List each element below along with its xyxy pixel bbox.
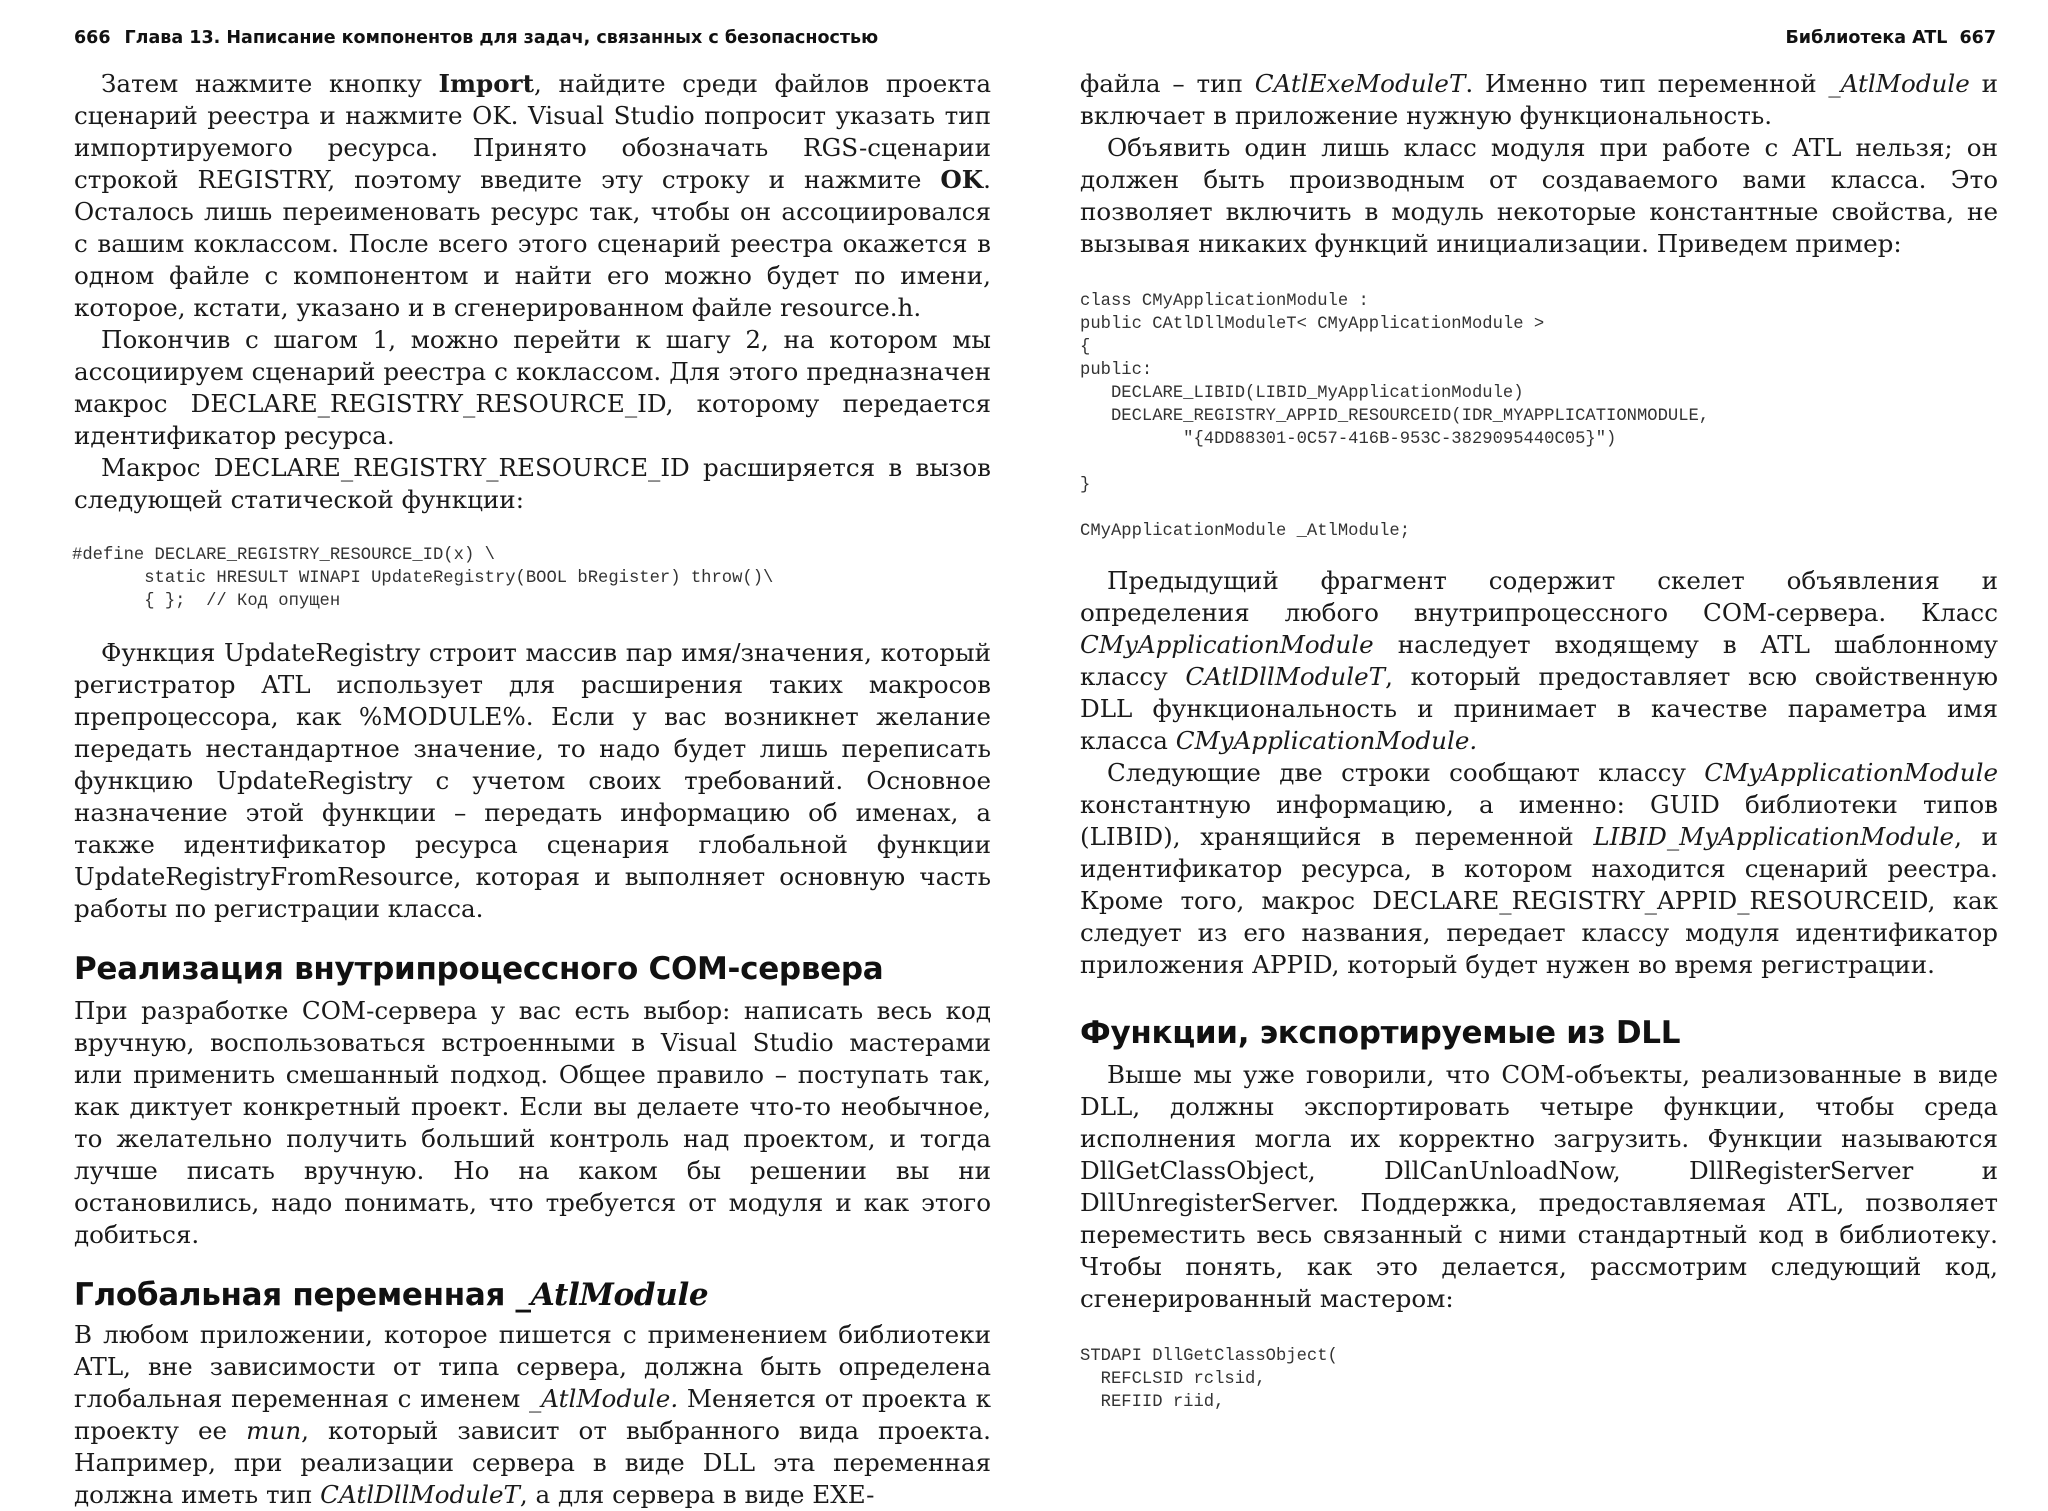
italic-term: тип bbox=[246, 1416, 302, 1445]
right-page-column bbox=[1080, 68, 1998, 1414]
text-run: , и идентификатор ресурса, в котором находится сценарий реестра. Кроме того, макрос DECLARE_REGISTRY_APPID_RESOURCEID, как следует из его названия, передает классу модуля идентификатор приложения APPID, который будет нужен во время регистрации. bbox=[1080, 822, 1998, 979]
paragraph bbox=[1080, 757, 1998, 981]
section-heading bbox=[74, 1277, 991, 1313]
paragraph: Выше мы уже говорили, что COM-объекты, реализованные в виде DLL, должны экспортировать четыре функции, чтобы среда исполнения могла их корректно загрузить. Функции называются DllGetClassObject, DllCanUnloadNow, DllRegisterServer и DllUnregisterServer. Поддержка, предоставляемая ATL, позволяет переместить весь связанный с ними стандартный код в библиотеку. Чтобы понять, как это делается, рассмотрим следующий код, сгенерированный мастером: bbox=[1080, 1060, 1998, 1313]
text-run: В любом приложении, которое пишется с применением библиотеки ATL, вне зависимости от типа сервера, должна быть определена глобальная переменная с именем bbox=[74, 1320, 991, 1413]
paragraph bbox=[74, 68, 991, 324]
italic-term: _AtlModule. bbox=[528, 1384, 679, 1413]
right-page-number: 667 bbox=[1959, 28, 1996, 48]
paragraph bbox=[1080, 68, 1998, 132]
left-running-title: Глава 13. Написание компонентов для задач, связанных с безопасностью bbox=[124, 28, 879, 48]
bold-term: Import bbox=[438, 69, 534, 98]
text-run: наследует входящему в ATL шаблонному классу bbox=[1080, 630, 1998, 691]
right-running-title: Библиотека ATL bbox=[1785, 28, 1948, 48]
section-heading: Реализация внутрипроцессного COM-сервера bbox=[74, 951, 884, 987]
italic-term: CMyApplicationModule bbox=[1704, 758, 1998, 787]
italic-term: CMyApplicationModule bbox=[1080, 630, 1374, 659]
italic-term: CAtlDllModuleT bbox=[320, 1480, 520, 1509]
paragraph: Объявить один лишь класс модуля при работе с ATL нельзя; он должен быть производным от создаваемого вами класса. Это позволяет включить в модуль некоторые константные свойства, не вызывая никаких функций инициализации. Приведем пример: bbox=[1080, 133, 1998, 258]
code-listing: class CMyApplicationModule : public CAtlDllModuleT< CMyApplicationModule > { public: DECLARE_LIBID(LIBID_MyApplicationModule) DECLARE_REGISTRY_APPID_RESOURCEID(IDR_MYAPPLICATIONMODULE, "{4DD88301-0C57-416B-953C-3829095440C05}") } CMyApplicationModule _AtlModule; bbox=[1080, 292, 1710, 541]
paragraph bbox=[74, 1319, 991, 1511]
paragraph: Покончив с шагом 1, можно перейти к шагу 2, на котором мы ассоциируем сценарий реестра с коклассом. Для этого предназначен макрос DECLARE_REGISTRY_RESOURCE_ID, которому передается идентификатор ресурса. bbox=[74, 325, 991, 450]
code-listing: STDAPI DllGetClassObject( REFCLSID rclsid, REFIID riid, bbox=[1080, 1347, 1338, 1412]
text-run: , найдите среди файлов проекта сценарий реестра и нажмите OK. Visual Studio попросит указать тип импортируемого ресурса. Принято обозначать RGS-сценарии строкой REGISTRY, поэтому введите эту строку и нажмите bbox=[74, 69, 991, 194]
italic-term: LIBID_MyApplicationModule bbox=[1593, 822, 1955, 851]
left-page-number: 666 bbox=[74, 28, 111, 48]
text-run: . Именно тип переменной bbox=[1465, 69, 1829, 98]
paragraph: При разработке COM-сервера у вас есть выбор: написать весь код вручную, воспользоваться встроенными в Visual Studio мастерами или применить смешанный подход. Общее правило – поступать так, как диктует конкретный проект. Если вы делаете что-то необычное, то желательно получить больший контроль над проектом, и тогда лучше писать вручную. Но на каком бы решении вы ни остановились, надо понимать, что требуется от модуля и как этого добиться. bbox=[74, 996, 991, 1249]
left-running-head bbox=[74, 28, 878, 48]
right-running-head bbox=[1785, 28, 1996, 48]
text-run: , а для сервера в виде EXE- bbox=[519, 1480, 875, 1509]
bold-term: OK bbox=[940, 165, 984, 194]
italic-term: CMyApplicationModule. bbox=[1175, 726, 1478, 755]
paragraph bbox=[1080, 565, 1998, 757]
italic-term: CAtlDllModuleT bbox=[1185, 662, 1386, 691]
heading-italic-text: _AtlModule bbox=[515, 1277, 709, 1313]
paragraph: Макрос DECLARE_REGISTRY_RESOURCE_ID расширяется в вызов следующей статической функции: bbox=[74, 453, 991, 514]
text-run: и включает в приложение нужную функциональность. bbox=[1080, 69, 1998, 130]
text-run: файла – тип bbox=[1080, 69, 1255, 98]
text-run: константную информацию, а именно: GUID библиотеки типов (LIBID), хранящийся в переменной bbox=[1080, 790, 1998, 851]
heading-text: Глобальная переменная bbox=[74, 1277, 516, 1313]
section-heading: Функции, экспортируемые из DLL bbox=[1080, 1015, 1681, 1051]
left-page-column bbox=[74, 68, 991, 1511]
text-run: , который зависит от выбранного вида проекта. Например, при реализации сервера в виде DLL эта переменная должна иметь тип bbox=[74, 1416, 991, 1509]
code-listing: #define DECLARE_REGISTRY_RESOURCE_ID(x) \ static HRESULT WINAPI UpdateRegistry(BOOL bRegister) throw()\ { }; // Код опущен bbox=[72, 546, 774, 611]
text-run: Предыдущий фрагмент содержит скелет объявления и определения любого внутрипроцессного COM-сервера. Класс bbox=[1080, 566, 1998, 627]
text-run: . Осталось лишь переименовать ресурс так, чтобы он ассоциировался с вашим коклассом. После всего этого сценарий реестра окажется в одном файле с компонентом и найти его можно будет по имени, которое, кстати, указано и в сгенерированном файле resource.h. bbox=[74, 165, 991, 322]
text-run: , который предоставляет всю свойственную DLL функциональность и принимает в качестве параметра имя класса bbox=[1080, 662, 1998, 755]
text-run: Затем нажмите кнопку bbox=[101, 69, 439, 98]
italic-term: CAtlExeModuleT bbox=[1254, 69, 1466, 98]
text-run: Следующие две строки сообщают классу bbox=[1107, 758, 1705, 787]
paragraph: Функция UpdateRegistry строит массив пар имя/значения, который регистратор ATL использует для расширения таких макросов препроцессора, как %MODULE%. Если у вас возникнет желание передать нестандартное значение, то надо будет лишь переписать функцию UpdateRegistry с учетом своих требований. Основное назначение этой функции – передать информацию об именах, а также идентификатор ресурса сценария глобальной функции UpdateRegistryFromResource, которая и выполняет основную часть работы по регистрации класса. bbox=[74, 638, 991, 923]
text-run: Меняется от проекта к проекту ее bbox=[74, 1384, 991, 1445]
italic-term: _AtlModule bbox=[1828, 69, 1970, 98]
